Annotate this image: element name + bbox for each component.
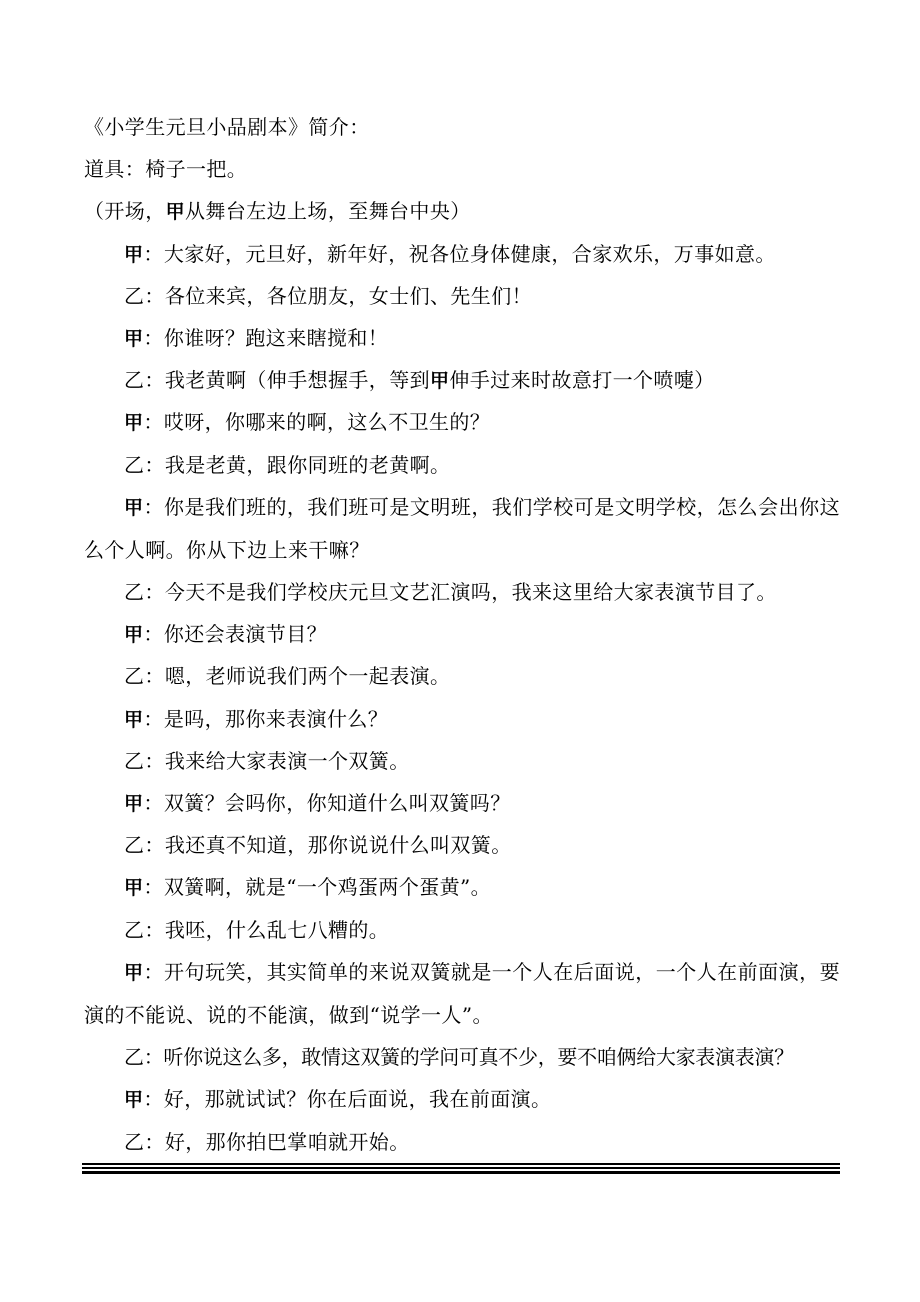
speaker-separator: ： [144,1129,165,1154]
dialogue-line [84,275,840,317]
footer-rule-middle [82,1167,840,1169]
dialogue-line [84,698,840,740]
dialogue-text: 你谁呀？跑这来瞎搅和！ [163,325,389,350]
footer-rule-top [82,1163,840,1165]
dialogue-line [84,909,840,951]
dialogue-text: 开句玩笑，其实简单的来说双簧就是一个人在后面说，一个人在前面演，要演的不能说、说的不能演，做到“说学一人”。 [84,959,841,1027]
speaker-name: 乙 [124,283,145,308]
speaker-name: 甲 [124,708,144,731]
speaker-separator: ： [144,283,165,308]
dialogue-text: 我来给大家表演一个双簧。 [164,748,410,773]
speaker-name: 乙 [124,452,145,477]
dialogue-text: 双簧啊，就是“一个鸡蛋两个蛋黄”。 [163,875,492,900]
dialogue-line [84,951,840,1036]
speaker-separator: ： [143,959,164,984]
speaker-name: 乙 [124,748,145,773]
document-title: 《小学生元旦小品剧本》简介： [84,115,370,139]
dialogue-line [84,866,840,908]
speaker-separator: ： [143,1045,164,1070]
dialogue-text: 是吗，那你来表演什么？ [163,706,389,731]
dialogue-text: 我老黄啊（伸手想握手，等到 [164,368,431,393]
stage-direction-rest: 从舞台左边上场，至舞台中央） [185,199,471,224]
dialogue-text: 哎呀，你哪来的啊，这么不卫生的？ [163,410,491,435]
speaker-separator: ： [144,917,165,942]
speaker-separator: ： [144,580,165,605]
speaker-name: 甲 [124,412,144,435]
speaker-name: 乙 [124,368,145,393]
dialogue-text: 今天不是我们学校庆元旦文艺汇演吗，我来这里给大家表演节目了。 [164,580,777,605]
speaker-name: 甲 [124,961,144,984]
speaker-name: 乙 [124,833,145,858]
script-document [84,106,840,1163]
dialogue-text: 听你说这么多，敢情这双簧的学问可真不少，要不咱俩给大家表演表演？ [163,1045,794,1070]
dialogue-line [84,613,840,655]
dialogue-line [84,486,840,571]
speaker-separator: ： [143,706,164,731]
speaker-separator: ： [143,410,164,435]
speaker-name: 甲 [124,624,144,647]
dialogue-line [84,655,840,697]
dialogue-line [84,401,840,443]
dialogue-text: 我还真不知道，那你说说什么叫双簧。 [164,833,512,858]
stage-direction-open: （开场， [84,199,166,224]
speaker-name: 乙 [124,917,145,942]
dialogue-line [84,782,840,824]
speaker-separator: ： [143,1087,164,1112]
speaker-separator: ： [143,325,164,350]
dialogue-line [84,571,840,613]
dialogue-line [84,1121,840,1163]
dialogue-text: 你是我们班的，我们班可是文明班，我们学校可是文明学校，怎么会出你这么个人啊。你从下边上来干嘛？ [84,494,841,562]
speaker-name: 甲 [124,243,144,266]
dialogue-line [84,444,840,486]
dialogue-text: 各位来宾，各位朋友，女士们、先生们！ [164,283,533,308]
dialogue-text: 我是老黄，跟你同班的老黄啊。 [164,452,451,477]
speaker-name: 甲 [124,877,144,900]
speaker-separator: ： [144,664,165,689]
speaker-name: 乙 [124,1129,145,1154]
speaker-separator: ： [144,833,165,858]
speaker-name: 甲 [124,496,144,519]
dialogue-text: 好，那就试试？你在后面说，我在前面演。 [163,1087,552,1112]
dialogue-line [84,233,840,275]
dialogue-text: 我呸，什么乱七八糟的。 [164,917,390,942]
dialogue-line [84,1036,840,1078]
speaker-separator: ： [144,452,165,477]
speaker-name: 乙 [124,1045,144,1070]
dialogue-line [84,740,840,782]
stage-direction [84,190,840,232]
speaker-name: 甲 [165,201,186,224]
speaker-separator: ： [143,241,164,266]
dialogue-text: 好，那你拍巴掌咱就开始。 [164,1129,410,1154]
dialogue-text: 双簧？会吗你，你知道什么叫双簧吗？ [163,791,511,816]
speaker-separator: ： [143,622,164,647]
speaker-name: 乙 [124,664,145,689]
speaker-name: 甲 [124,1089,144,1112]
dialogue-text: 伸手过来时故意打一个喷嚏） [449,368,715,393]
dialogue-text: 你还会表演节目？ [163,622,328,647]
speaker-separator: ： [144,368,165,393]
inline-speaker-name: 甲 [430,370,450,393]
speaker-separator: ： [143,875,164,900]
dialogue-line [84,824,840,866]
props-line: 道具：椅子一把。 [84,157,248,182]
dialogue-line [84,359,840,401]
speaker-name: 甲 [124,793,144,816]
speaker-separator: ： [143,791,164,816]
dialogue-line [84,1078,840,1120]
speaker-separator: ： [143,494,164,519]
dialogue-text: 大家好，元旦好，新年好，祝各位身体健康，合家欢乐，万事如意。 [163,241,776,266]
speaker-name: 甲 [124,327,144,350]
dialogue-text: 嗯，老师说我们两个一起表演。 [164,664,451,689]
speaker-separator: ： [144,748,165,773]
dialogue-line [84,317,840,359]
footer-rule-bottom [82,1171,840,1174]
speaker-name: 乙 [124,580,145,605]
